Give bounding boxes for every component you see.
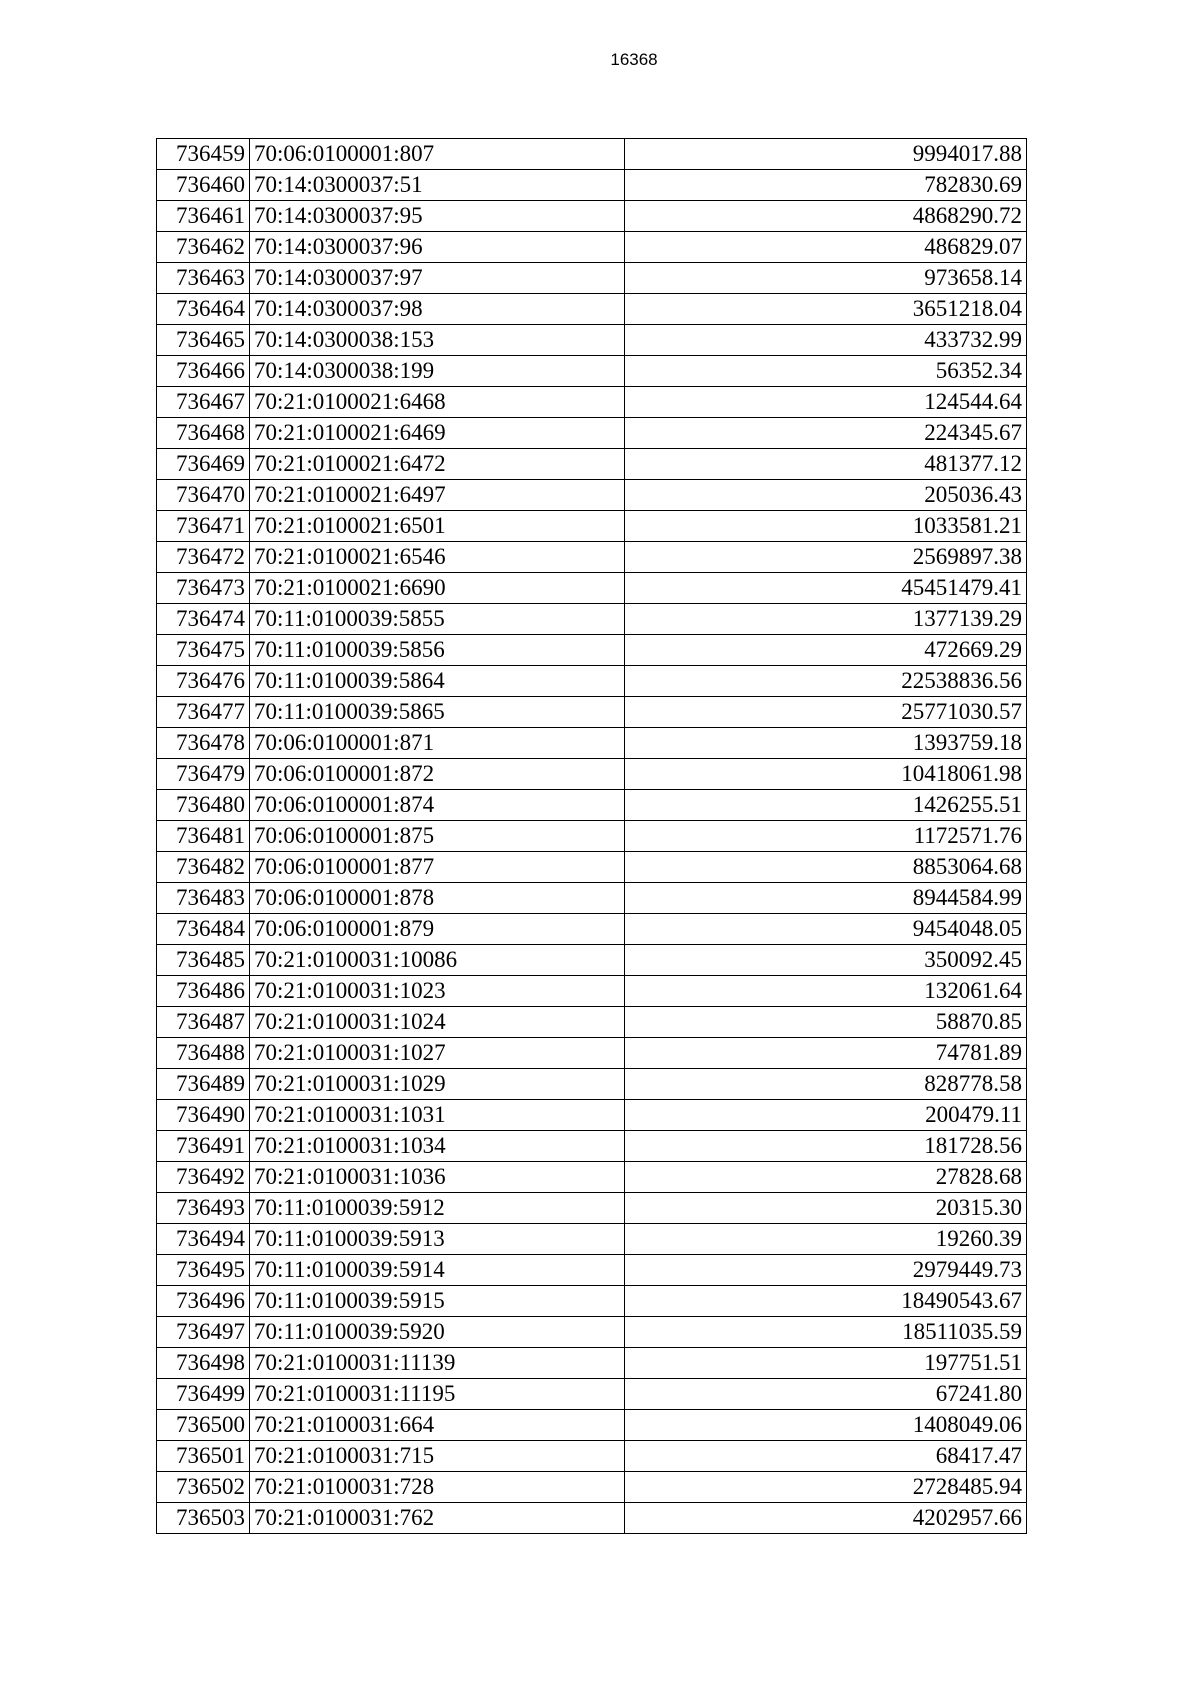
row-id-cell: 736488 bbox=[157, 1038, 250, 1069]
table-row bbox=[157, 914, 1027, 945]
table-row bbox=[157, 635, 1027, 666]
cadastral-value-cell: 1426255.51 bbox=[624, 790, 1026, 821]
cadastral-number-cell: 70:06:0100001:872 bbox=[249, 759, 624, 790]
cadastral-number-cell: 70:21:0100021:6497 bbox=[249, 480, 624, 511]
row-id-cell: 736466 bbox=[157, 356, 250, 387]
row-id-cell: 736462 bbox=[157, 232, 250, 263]
table-row bbox=[157, 387, 1027, 418]
table-row bbox=[157, 1317, 1027, 1348]
cadastral-value-cell: 3651218.04 bbox=[624, 294, 1026, 325]
cadastral-value-cell: 20315.30 bbox=[624, 1193, 1026, 1224]
cadastral-value-cell: 2569897.38 bbox=[624, 542, 1026, 573]
table-row bbox=[157, 170, 1027, 201]
table-row bbox=[157, 201, 1027, 232]
table-row bbox=[157, 1503, 1027, 1534]
table-row bbox=[157, 1348, 1027, 1379]
row-id-cell: 736495 bbox=[157, 1255, 250, 1286]
cadastral-value-cell: 132061.64 bbox=[624, 976, 1026, 1007]
table-row bbox=[157, 573, 1027, 604]
cadastral-number-cell: 70:21:0100031:11139 bbox=[249, 1348, 624, 1379]
row-id-cell: 736487 bbox=[157, 1007, 250, 1038]
table-row bbox=[157, 1224, 1027, 1255]
row-id-cell: 736472 bbox=[157, 542, 250, 573]
row-id-cell: 736473 bbox=[157, 573, 250, 604]
row-id-cell: 736475 bbox=[157, 635, 250, 666]
table-row bbox=[157, 976, 1027, 1007]
cadastral-value-cell: 486829.07 bbox=[624, 232, 1026, 263]
row-id-cell: 736503 bbox=[157, 1503, 250, 1534]
cadastral-value-cell: 67241.80 bbox=[624, 1379, 1026, 1410]
row-id-cell: 736499 bbox=[157, 1379, 250, 1410]
cadastral-value-cell: 9994017.88 bbox=[624, 139, 1026, 170]
row-id-cell: 736501 bbox=[157, 1441, 250, 1472]
cadastral-value-cell: 1377139.29 bbox=[624, 604, 1026, 635]
cadastral-number-cell: 70:21:0100021:6501 bbox=[249, 511, 624, 542]
cadastral-number-cell: 70:06:0100001:871 bbox=[249, 728, 624, 759]
cadastral-value-cell: 197751.51 bbox=[624, 1348, 1026, 1379]
cadastral-value-cell: 68417.47 bbox=[624, 1441, 1026, 1472]
row-id-cell: 736480 bbox=[157, 790, 250, 821]
cadastral-number-cell: 70:11:0100039:5920 bbox=[249, 1317, 624, 1348]
row-id-cell: 736500 bbox=[157, 1410, 250, 1441]
table-row bbox=[157, 511, 1027, 542]
row-id-cell: 736492 bbox=[157, 1162, 250, 1193]
cadastral-number-cell: 70:06:0100001:875 bbox=[249, 821, 624, 852]
table-row bbox=[157, 480, 1027, 511]
table-row bbox=[157, 790, 1027, 821]
cadastral-value-cell: 1408049.06 bbox=[624, 1410, 1026, 1441]
table-row bbox=[157, 1131, 1027, 1162]
cadastral-number-cell: 70:21:0100031:11195 bbox=[249, 1379, 624, 1410]
cadastral-value-cell: 4868290.72 bbox=[624, 201, 1026, 232]
table-row bbox=[157, 1007, 1027, 1038]
cadastral-value-cell: 828778.58 bbox=[624, 1069, 1026, 1100]
cadastral-number-cell: 70:21:0100021:6472 bbox=[249, 449, 624, 480]
table-row bbox=[157, 1069, 1027, 1100]
cadastral-value-cell: 56352.34 bbox=[624, 356, 1026, 387]
table-row bbox=[157, 883, 1027, 914]
cadastral-number-cell: 70:06:0100001:878 bbox=[249, 883, 624, 914]
table-row bbox=[157, 604, 1027, 635]
cadastral-number-cell: 70:14:0300037:51 bbox=[249, 170, 624, 201]
table-row bbox=[157, 356, 1027, 387]
table-row bbox=[157, 294, 1027, 325]
cadastral-number-cell: 70:21:0100021:6469 bbox=[249, 418, 624, 449]
row-id-cell: 736461 bbox=[157, 201, 250, 232]
table-row bbox=[157, 449, 1027, 480]
row-id-cell: 736477 bbox=[157, 697, 250, 728]
row-id-cell: 736459 bbox=[157, 139, 250, 170]
cadastral-number-cell: 70:21:0100031:1027 bbox=[249, 1038, 624, 1069]
cadastral-number-cell: 70:14:0300037:96 bbox=[249, 232, 624, 263]
cadastral-number-cell: 70:11:0100039:5913 bbox=[249, 1224, 624, 1255]
cadastral-number-cell: 70:06:0100001:877 bbox=[249, 852, 624, 883]
table-row bbox=[157, 728, 1027, 759]
row-id-cell: 736479 bbox=[157, 759, 250, 790]
cadastral-number-cell: 70:21:0100031:1031 bbox=[249, 1100, 624, 1131]
row-id-cell: 736486 bbox=[157, 976, 250, 1007]
row-id-cell: 736476 bbox=[157, 666, 250, 697]
row-id-cell: 736482 bbox=[157, 852, 250, 883]
cadastral-number-cell: 70:11:0100039:5912 bbox=[249, 1193, 624, 1224]
cadastral-value-cell: 45451479.41 bbox=[624, 573, 1026, 604]
cadastral-number-cell: 70:21:0100031:762 bbox=[249, 1503, 624, 1534]
cadastral-value-cell: 27828.68 bbox=[624, 1162, 1026, 1193]
cadastral-value-cell: 1033581.21 bbox=[624, 511, 1026, 542]
cadastral-value-table bbox=[156, 138, 1027, 1534]
cadastral-value-cell: 2728485.94 bbox=[624, 1472, 1026, 1503]
row-id-cell: 736467 bbox=[157, 387, 250, 418]
cadastral-number-cell: 70:11:0100039:5865 bbox=[249, 697, 624, 728]
cadastral-number-cell: 70:21:0100031:1023 bbox=[249, 976, 624, 1007]
cadastral-value-cell: 2979449.73 bbox=[624, 1255, 1026, 1286]
cadastral-number-cell: 70:21:0100031:1036 bbox=[249, 1162, 624, 1193]
cadastral-value-cell: 22538836.56 bbox=[624, 666, 1026, 697]
cadastral-number-cell: 70:11:0100039:5914 bbox=[249, 1255, 624, 1286]
table-row bbox=[157, 1441, 1027, 1472]
cadastral-number-cell: 70:06:0100001:807 bbox=[249, 139, 624, 170]
cadastral-number-cell: 70:14:0300037:95 bbox=[249, 201, 624, 232]
row-id-cell: 736496 bbox=[157, 1286, 250, 1317]
cadastral-value-cell: 481377.12 bbox=[624, 449, 1026, 480]
row-id-cell: 736465 bbox=[157, 325, 250, 356]
row-id-cell: 736469 bbox=[157, 449, 250, 480]
table-row bbox=[157, 759, 1027, 790]
cadastral-value-cell: 1172571.76 bbox=[624, 821, 1026, 852]
cadastral-number-cell: 70:21:0100031:1029 bbox=[249, 1069, 624, 1100]
table-row bbox=[157, 1255, 1027, 1286]
cadastral-value-cell: 124544.64 bbox=[624, 387, 1026, 418]
row-id-cell: 736502 bbox=[157, 1472, 250, 1503]
cadastral-value-cell: 181728.56 bbox=[624, 1131, 1026, 1162]
row-id-cell: 736493 bbox=[157, 1193, 250, 1224]
cadastral-number-cell: 70:14:0300038:153 bbox=[249, 325, 624, 356]
table-row bbox=[157, 1472, 1027, 1503]
row-id-cell: 736481 bbox=[157, 821, 250, 852]
row-id-cell: 736474 bbox=[157, 604, 250, 635]
cadastral-value-cell: 8944584.99 bbox=[624, 883, 1026, 914]
cadastral-value-cell: 18511035.59 bbox=[624, 1317, 1026, 1348]
cadastral-number-cell: 70:14:0300037:97 bbox=[249, 263, 624, 294]
cadastral-number-cell: 70:14:0300038:199 bbox=[249, 356, 624, 387]
cadastral-number-cell: 70:21:0100031:664 bbox=[249, 1410, 624, 1441]
cadastral-value-cell: 10418061.98 bbox=[624, 759, 1026, 790]
row-id-cell: 736484 bbox=[157, 914, 250, 945]
row-id-cell: 736460 bbox=[157, 170, 250, 201]
row-id-cell: 736498 bbox=[157, 1348, 250, 1379]
table-row bbox=[157, 418, 1027, 449]
cadastral-value-cell: 200479.11 bbox=[624, 1100, 1026, 1131]
cadastral-number-cell: 70:14:0300037:98 bbox=[249, 294, 624, 325]
cadastral-number-cell: 70:21:0100031:1024 bbox=[249, 1007, 624, 1038]
cadastral-value-cell: 19260.39 bbox=[624, 1224, 1026, 1255]
cadastral-value-cell: 205036.43 bbox=[624, 480, 1026, 511]
cadastral-value-cell: 74781.89 bbox=[624, 1038, 1026, 1069]
cadastral-number-cell: 70:21:0100031:1034 bbox=[249, 1131, 624, 1162]
table-body bbox=[157, 139, 1027, 1534]
row-id-cell: 736497 bbox=[157, 1317, 250, 1348]
cadastral-value-cell: 8853064.68 bbox=[624, 852, 1026, 883]
table-row bbox=[157, 821, 1027, 852]
table-row bbox=[157, 263, 1027, 294]
table-row bbox=[157, 1100, 1027, 1131]
cadastral-number-cell: 70:11:0100039:5864 bbox=[249, 666, 624, 697]
cadastral-value-cell: 433732.99 bbox=[624, 325, 1026, 356]
row-id-cell: 736478 bbox=[157, 728, 250, 759]
row-id-cell: 736464 bbox=[157, 294, 250, 325]
cadastral-number-cell: 70:21:0100021:6690 bbox=[249, 573, 624, 604]
table-row bbox=[157, 697, 1027, 728]
cadastral-value-cell: 350092.45 bbox=[624, 945, 1026, 976]
table-row bbox=[157, 139, 1027, 170]
table-row bbox=[157, 1038, 1027, 1069]
table-row bbox=[157, 945, 1027, 976]
cadastral-number-cell: 70:06:0100001:874 bbox=[249, 790, 624, 821]
cadastral-value-cell: 58870.85 bbox=[624, 1007, 1026, 1038]
cadastral-number-cell: 70:21:0100021:6546 bbox=[249, 542, 624, 573]
row-id-cell: 736489 bbox=[157, 1069, 250, 1100]
cadastral-value-cell: 25771030.57 bbox=[624, 697, 1026, 728]
table-row bbox=[157, 666, 1027, 697]
row-id-cell: 736483 bbox=[157, 883, 250, 914]
table-row bbox=[157, 232, 1027, 263]
cadastral-value-cell: 18490543.67 bbox=[624, 1286, 1026, 1317]
cadastral-value-cell: 1393759.18 bbox=[624, 728, 1026, 759]
cadastral-value-cell: 9454048.05 bbox=[624, 914, 1026, 945]
table-row bbox=[157, 1286, 1027, 1317]
row-id-cell: 736463 bbox=[157, 263, 250, 294]
row-id-cell: 736485 bbox=[157, 945, 250, 976]
cadastral-number-cell: 70:11:0100039:5856 bbox=[249, 635, 624, 666]
row-id-cell: 736491 bbox=[157, 1131, 250, 1162]
row-id-cell: 736470 bbox=[157, 480, 250, 511]
cadastral-number-cell: 70:11:0100039:5915 bbox=[249, 1286, 624, 1317]
cadastral-number-cell: 70:21:0100021:6468 bbox=[249, 387, 624, 418]
cadastral-number-cell: 70:21:0100031:715 bbox=[249, 1441, 624, 1472]
cadastral-value-cell: 224345.67 bbox=[624, 418, 1026, 449]
table-row bbox=[157, 1410, 1027, 1441]
cadastral-value-cell: 973658.14 bbox=[624, 263, 1026, 294]
table-row bbox=[157, 325, 1027, 356]
row-id-cell: 736494 bbox=[157, 1224, 250, 1255]
cadastral-number-cell: 70:21:0100031:10086 bbox=[249, 945, 624, 976]
cadastral-number-cell: 70:21:0100031:728 bbox=[249, 1472, 624, 1503]
row-id-cell: 736490 bbox=[157, 1100, 250, 1131]
cadastral-value-cell: 782830.69 bbox=[624, 170, 1026, 201]
cadastral-number-cell: 70:06:0100001:879 bbox=[249, 914, 624, 945]
cadastral-number-cell: 70:11:0100039:5855 bbox=[249, 604, 624, 635]
row-id-cell: 736468 bbox=[157, 418, 250, 449]
table-row bbox=[157, 542, 1027, 573]
page-number: 16368 bbox=[610, 50, 658, 69]
cadastral-value-cell: 4202957.66 bbox=[624, 1503, 1026, 1534]
table-row bbox=[157, 1162, 1027, 1193]
table-row bbox=[157, 1379, 1027, 1410]
table-row bbox=[157, 852, 1027, 883]
table-row bbox=[157, 1193, 1027, 1224]
cadastral-value-cell: 472669.29 bbox=[624, 635, 1026, 666]
row-id-cell: 736471 bbox=[157, 511, 250, 542]
